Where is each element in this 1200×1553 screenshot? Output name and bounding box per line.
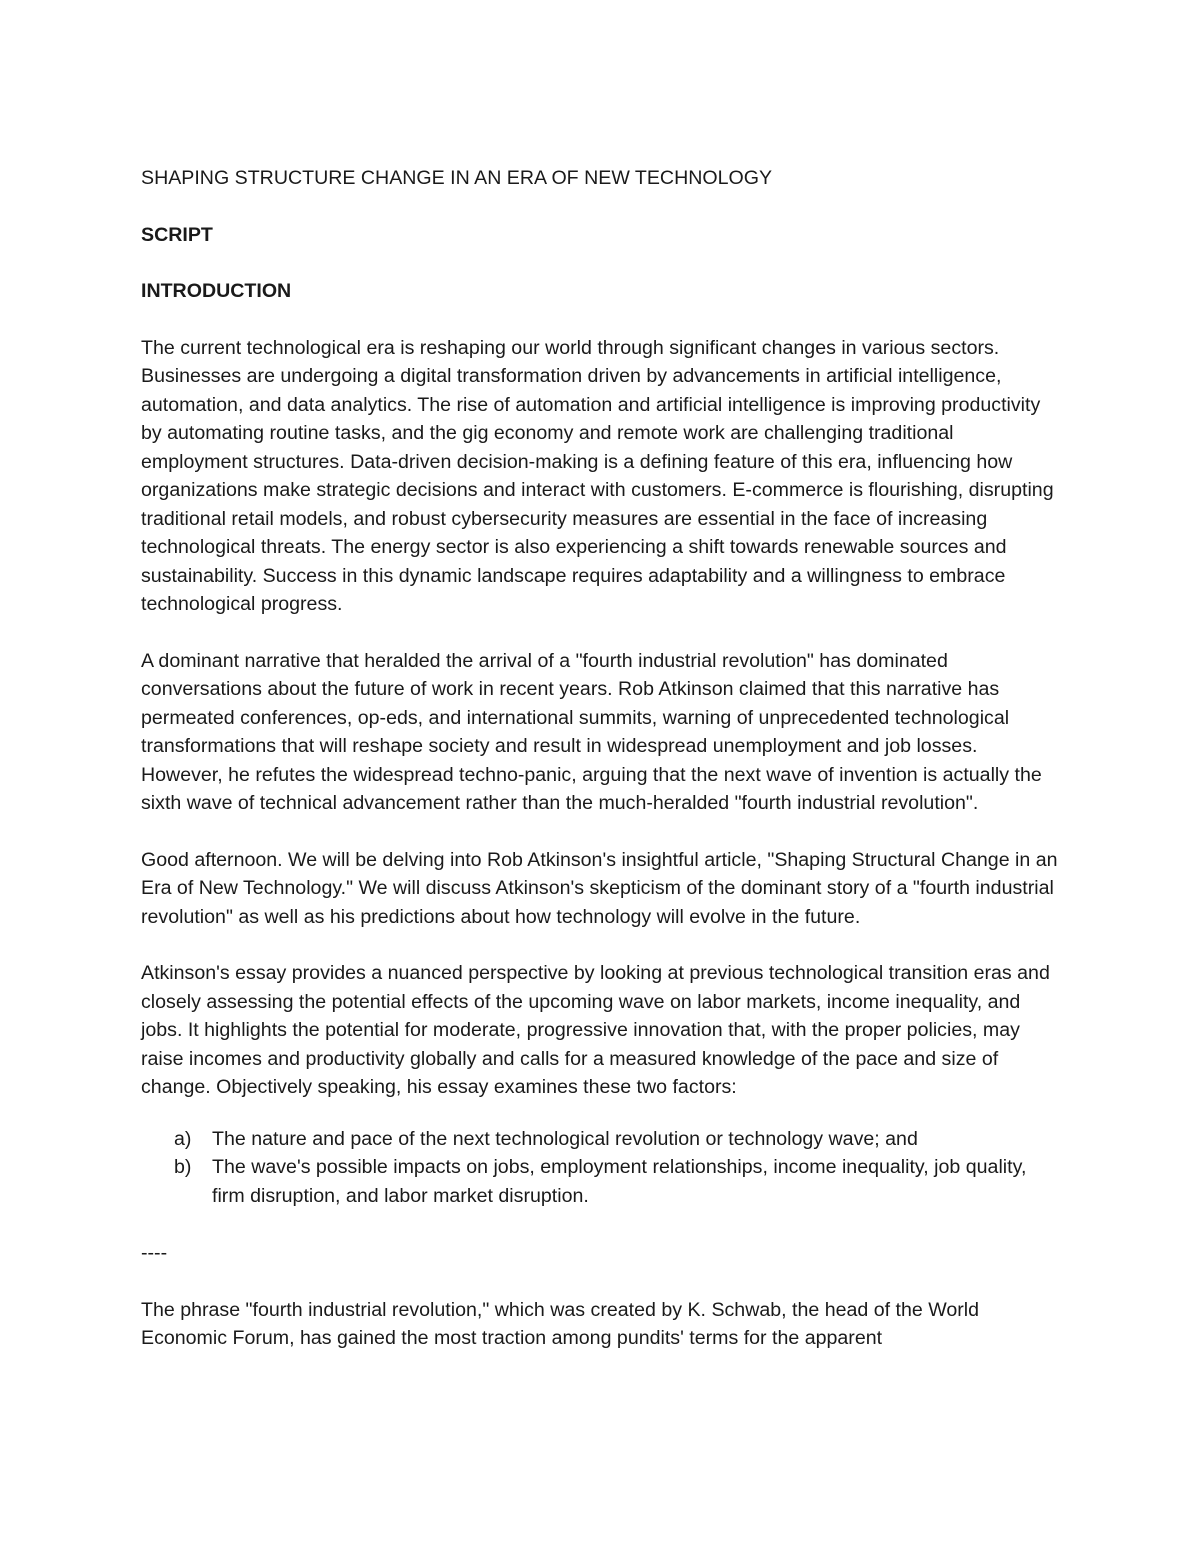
list-marker: b) — [174, 1156, 192, 1178]
list-item-text: The nature and pace of the next technological revolution or technology wave; and — [212, 1127, 918, 1150]
list-item — [141, 1125, 1061, 1154]
factors-list — [141, 1125, 1061, 1211]
document-title: SHAPING STRUCTURE CHANGE IN AN ERA OF NEW TECHNOLOGY — [141, 167, 773, 189]
list-marker: a) — [174, 1127, 192, 1150]
section-separator: ---- — [141, 1242, 168, 1264]
introduction-heading: INTRODUCTION — [141, 280, 292, 302]
document-page — [141, 164, 1061, 1353]
script-heading: SCRIPT — [141, 223, 213, 246]
list-item — [141, 1153, 1061, 1210]
paragraph-narrative: A dominant narrative that heralded the arrival of a "fourth industrial revolution" has dominated conversations about the future of work in recent years. Rob Atkinson claimed that this narrative has permeated conferences, op-eds, and international summits, warning of unprecedented technological transformations that will reshape society and result in widespread unemployment and job losses. However, he refutes the widespread techno-panic, arguing that the next wave of invention is actually the sixth wave of technical advancement rather than the much-heralded "fourth industrial revolution". — [141, 649, 1042, 814]
paragraph-intro: The current technological era is reshaping our world through significant changes in various sectors. Businesses are undergoing a digital transformation driven by advancements in artificial intelligence, automation, and data analytics. The rise of automation and artificial intelligence is improving productivity by automating routine tasks, and the gig economy and remote work are challenging traditional employment structures. Data-driven decision-making is a defining feature of this era, influencing how organizations make strategic decisions and interact with customers. E-commerce is flourishing, disrupting traditional retail models, and robust cybersecurity measures are essential in the face of increasing technological threats. The energy sector is also experiencing a shift towards renewable sources and sustainability. Success in this dynamic landscape requires adaptability and a willingness to embrace technological progress. — [141, 336, 1054, 615]
list-item-text: The wave's possible impacts on jobs, employment relationships, income inequality, job quality, firm disruption, and labor market disruption. — [212, 1156, 1027, 1207]
paragraph-greeting: Good afternoon. We will be delving into Rob Atkinson's insightful article, "Shaping Structural Change in an Era of New Technology." We will discuss Atkinson's skepticism of the dominant story of a "fourth industrial revolution" as well as his predictions about how technology will evolve in the future. — [141, 848, 1058, 928]
paragraph-essay-overview: Atkinson's essay provides a nuanced perspective by looking at previous technological transition eras and closely assessing the potential effects of the upcoming wave on labor markets, income inequality, and jobs. It highlights the potential for moderate, progressive innovation that, with the proper policies, may raise incomes and productivity globally and calls for a measured knowledge of the pace and size of change. Objectively speaking, his essay examines these two factors: — [141, 962, 1050, 1098]
paragraph-closing: The phrase "fourth industrial revolution," which was created by K. Schwab, the head of the World Economic Forum, has gained the most traction among pundits' terms for the apparent — [141, 1298, 980, 1349]
